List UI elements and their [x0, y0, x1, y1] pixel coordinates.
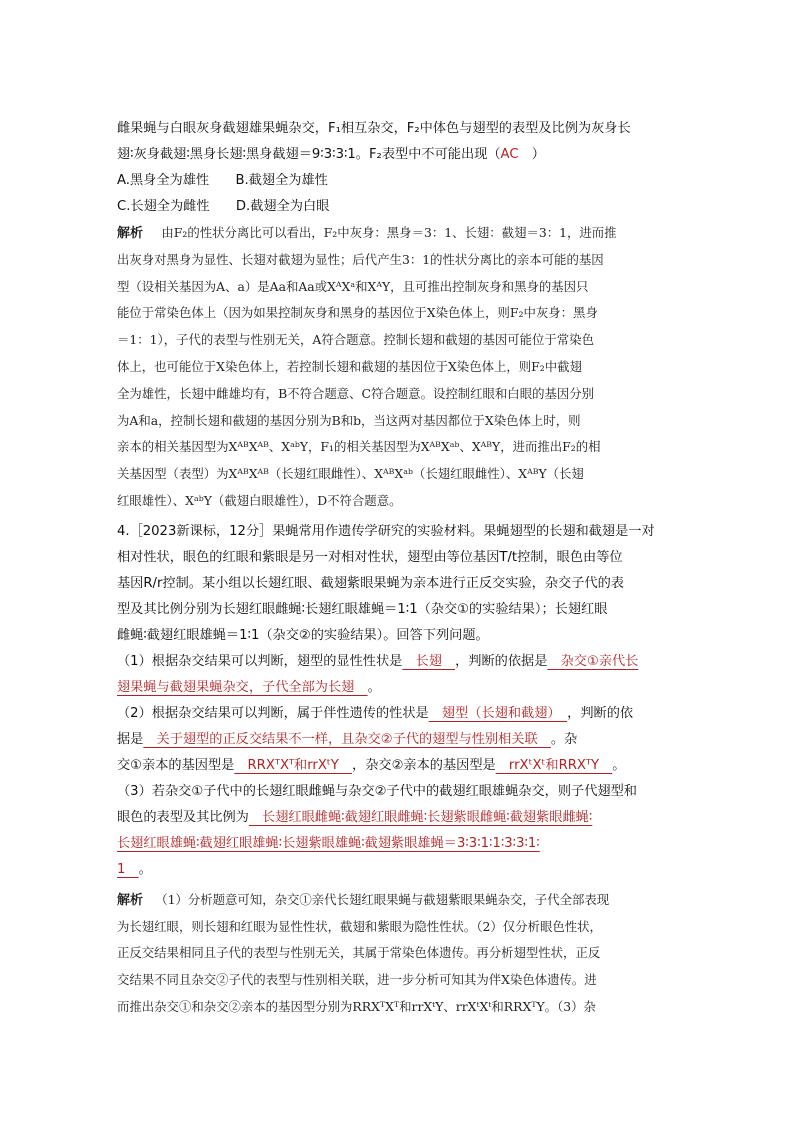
q3-explanation-line: 出灰身对黑身为显性、长翅对截翅为显性；后代产生3：1的性状分离比的亲本可能的基因 [117, 251, 604, 267]
q4-part3-answer-cont: 长翅红眼雄蝇∶截翅红眼雄蝇∶长翅紫眼雄蝇∶截翅紫眼雄蝇＝3∶3∶1∶1∶3∶3∶1∶ [117, 835, 540, 851]
q3-options-cd: C.长翅全为雌性 D.截翅全为白眼 [117, 199, 330, 214]
q3-explanation-line: 全为雄性，长翅中雌雄均有，B不符合题意、C符合题意。设控制红眼和白眼的基因分别 [117, 385, 595, 401]
q3-explanation-line: 体上，也可能位于X染色体上，若控制长翅和截翅的基因位于X染色体上，则F₂中截翅 [117, 358, 582, 374]
q4-stem-line: 相对性状，眼色的红眼和紫眼是另一对相对性状，翅型由等位基因T/t控制，眼色由等位 [117, 549, 623, 565]
q3-explanation-line: 型（设相关基因为A、a）是Aa和Aa或XᴬXᵃ和XᴬY，且可推出控制灰身和黑身的基因只 [117, 278, 589, 294]
q4-part2-text: （2）根据杂交结果可以判断，属于伴性遗传的性状是 [117, 705, 429, 721]
q3-explanation-line: 能位于常染色体上（因为如果控制灰身和黑身的基因位于X染色体上，则F₂中灰身：黑身 [117, 305, 598, 321]
q4-part1-text: ，判断的依据是 [455, 653, 548, 669]
q4-stem-line: 基因R/r控制。某小组以长翅红眼、截翅紫眼果蝇为亲本进行正反交实验，杂交子代的表 [117, 575, 624, 591]
q4-explanation-line: 为长翅红眼，则长翅和红眼为显性性状，截翅和紫眼为隐性性状。（2）仅分析眼色性状， [117, 918, 602, 934]
q4-part2-answer-1: 翅型（长翅和截翅） [428, 705, 568, 721]
q3-answer: AC [500, 147, 519, 162]
q4-part2-line-1 [117, 701, 677, 727]
q4-explanation-line: 交结果不同且杂交②子代的表型与性别相关联，进一步分析可知其为伴X染色体遗传。进 [117, 972, 597, 988]
q3-stem-line-1: 雌果蝇与白眼灰身截翅雄果蝇杂交，F₁相互杂交，F₂中体色与翅型的表型及比例为灰身长 [117, 121, 631, 136]
q4-part3-answer-end: 1 [117, 861, 139, 877]
q3-explanation-line: 为A和a，控制长翅和截翅的基因分别为B和b，当这两对基因都位于X染色体上时，则 [117, 412, 581, 428]
q4-part1-text: （1）根据杂交结果可以判断，翅型的显性性状是 [117, 653, 403, 669]
q4-part2-answer-4: rrXᵗXᵗ和RRXᵀY [495, 757, 613, 773]
q4-part3-end: 。 [138, 861, 152, 877]
q4-part1-answer-2-cont: 翅果蝇与截翅果蝇杂交，子代全部为长翅 [117, 679, 368, 695]
document-page [117, 116, 677, 1021]
q4-part2-answer-3: RRXᵀXᵀ和rrXᵗY [234, 757, 353, 773]
q4-part2-text: 交①亲本的基因型是 [117, 757, 235, 773]
q4-part1-answer-2: 杂交①亲代长 [547, 653, 639, 669]
q3-explanation [117, 220, 677, 515]
q3-explanation-line: 红眼雄性）、XᵃᵇY（截翅白眼雄性），D不符合题意。 [117, 492, 402, 508]
q3-options-ab: A.黑身全为雄性 B.截翅全为雄性 [117, 173, 328, 188]
q3-explanation-line: 关基因型（表型）为XᴬᴮXᴬᴮ（长翅红眼雌性）、XᴬᴮXᵃᵇ（长翅红眼雌性）、XᴬᴮY（长翅 [117, 466, 584, 482]
q4-part1-end: 。 [367, 679, 381, 695]
q4-part2-text: ，杂交②亲本的基因型是 [352, 757, 496, 773]
q4-part1-answer-1: 长翅 [402, 653, 456, 669]
q4-part3-line-3 [117, 831, 677, 857]
q4-part3-line-2 [117, 805, 677, 831]
q4-part2-text: ，判断的依 [567, 705, 634, 721]
q3-stem-line-2 [117, 142, 677, 168]
q4-stem-line: 雌蝇∶截翅红眼雄蝇＝1∶1（杂交②的实验结果）。回答下列问题。 [117, 627, 489, 643]
q4-explanation [117, 887, 677, 1021]
q3-explanation-label: 解析 [117, 226, 144, 241]
q4-explanation-label: 解析 [117, 892, 144, 908]
q4-explanation-line: 而推出杂交①和杂交②亲本的基因型分别为RRXᵀXᵀ和rrXᵗY、rrXᵗXᵗ和RRXᵀY。（3）杂 [117, 998, 596, 1014]
q4-part2-line-3 [117, 753, 677, 779]
q4-part3-line-4 [117, 857, 677, 883]
q4-part1-line-2 [117, 675, 677, 701]
q4-part2-text: 据是 [117, 731, 144, 747]
q3-explanation-line: ＝1：1），子代的表型与性别无关，A符合题意。控制长翅和截翅的基因可能位于常染色 [117, 332, 594, 348]
q4-stem-line: 型及其比例分别为长翅红眼雌蝇∶长翅红眼雄蝇＝1∶1（杂交①的实验结果）；长翅红眼 [117, 601, 608, 617]
q4-part2-end: 。 [612, 757, 626, 773]
q4-stem-line: 4.［2023新课标，12分］果蝇常用作遗传学研究的实验材料。果蝇翅型的长翅和截翅是一对 [117, 523, 655, 539]
q4-explanation-line: （1）分析题意可知，杂交①亲代长翅红眼果蝇与截翅紫眼果蝇杂交，子代全部表现 [161, 891, 610, 907]
q4-part2-line-2 [117, 727, 677, 753]
q3-explanation-line: 由F₂的性状分离比可以看出，F₂中灰身：黑身＝3：1、长翅：截翅＝3：1，进而推 [161, 225, 617, 240]
q4-part1-line-1 [117, 649, 677, 675]
q4-part2-answer-2: 关于翅型的正反交结果不一样，且杂交②子代的翅型与性别相关联 [143, 731, 551, 747]
q4-part2-text: 。杂 [550, 731, 578, 747]
q4-part3-line-1: （3）若杂交①子代中的长翅红眼雌蝇与杂交②子代中的截翅红眼雄蝇杂交，则子代翅型和 [117, 783, 637, 799]
q4-explanation-line: 正反交结果相同且子代的表型与性别无关，其属于常染色体遗传。再分析翅型性状，正反 [117, 945, 601, 961]
q3-stem-end: ） [518, 147, 545, 162]
q4-part3-text: 眼色的表型及其比例为 [117, 809, 249, 825]
q3-stem-text: 翅∶灰身截翅∶黑身长翅∶黑身截翅＝9∶3∶3∶1。F₂表型中不可能出现（ [117, 147, 501, 162]
q3-explanation-line: 亲本的相关基因型为XᴬᴮXᴬᴮ、XᵃᵇY，F₁的相关基因型为XᴬᴮXᵃᵇ、XᴬᴮY，进而推出F₂的相 [117, 439, 601, 455]
q4-part3-answer: 长翅红眼雌蝇∶截翅红眼雌蝇∶长翅紫眼雌蝇∶截翅紫眼雌蝇∶ [248, 809, 593, 825]
